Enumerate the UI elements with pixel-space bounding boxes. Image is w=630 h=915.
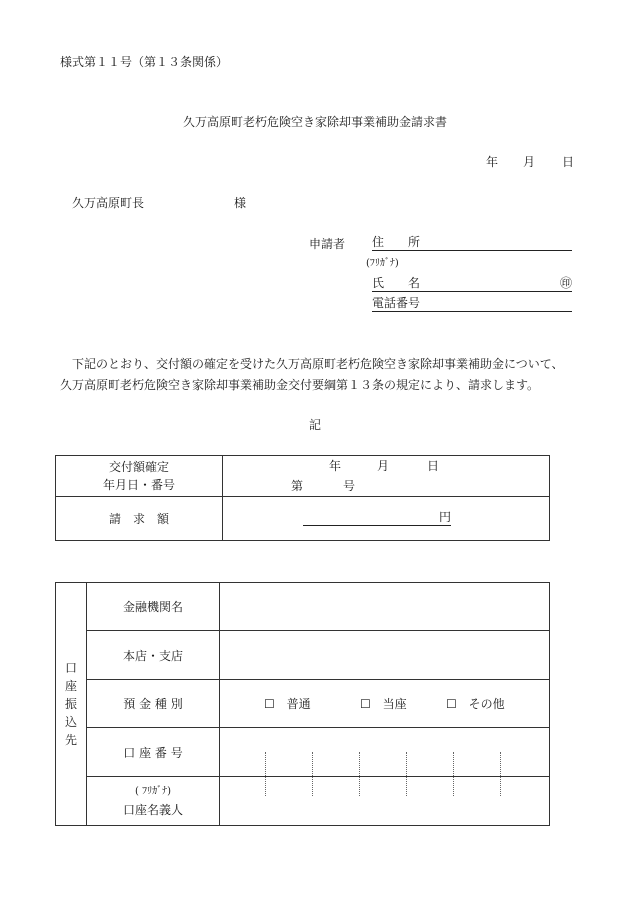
branch-label-cell bbox=[87, 631, 220, 680]
confirm-gou-label: 号 bbox=[343, 479, 356, 493]
option-ordinary-label: 普通 bbox=[286, 697, 311, 711]
date-day-label: 日 bbox=[562, 155, 575, 169]
phone-field[interactable] bbox=[372, 297, 572, 312]
seal-mark: ㊞ bbox=[559, 276, 572, 290]
applicant-name-label: 氏 名 bbox=[372, 276, 421, 290]
applicant-furigana-label: (ﾌﾘｶﾞﾅ) bbox=[366, 258, 399, 269]
account-digit-divider bbox=[265, 752, 266, 796]
grant-confirmation-table bbox=[55, 455, 550, 541]
account-digit-divider bbox=[312, 752, 313, 796]
side-char: 口 bbox=[64, 661, 77, 675]
option-ordinary[interactable] bbox=[264, 698, 311, 710]
account-number-label-cell bbox=[87, 728, 220, 777]
confirm-year-label: 年 bbox=[329, 459, 342, 473]
address-field[interactable] bbox=[372, 236, 572, 251]
account-holder-label: 口座名義人 bbox=[122, 803, 183, 817]
option-other-label: その他 bbox=[468, 697, 505, 711]
applicant-label: 申請者 bbox=[309, 237, 346, 251]
bank-name-label: 金融機関名 bbox=[122, 600, 183, 614]
yen-label: 円 bbox=[438, 510, 451, 524]
checkbox-icon[interactable]: ☐ bbox=[446, 697, 457, 711]
side-char: 座 bbox=[64, 679, 77, 693]
account-digit-divider bbox=[500, 752, 501, 796]
bank-name-field[interactable] bbox=[220, 583, 550, 631]
confirmation-label-line2: 年月日・番号 bbox=[102, 478, 175, 492]
body-line-1: 下記のとおり、交付額の確定を受けた久万高原町老朽危険空き家除却事業補助金について、 bbox=[60, 357, 564, 371]
confirm-day-label: 日 bbox=[427, 459, 440, 473]
addressee-name: 久万高原町長 bbox=[72, 196, 145, 210]
checkbox-icon[interactable]: ☐ bbox=[264, 697, 275, 711]
deposit-type-label-cell bbox=[87, 680, 220, 728]
side-char: 込 bbox=[64, 715, 77, 729]
addressee-honorific: 様 bbox=[234, 196, 247, 210]
account-digit-divider bbox=[359, 752, 360, 796]
bank-name-label-cell bbox=[87, 583, 220, 631]
side-char: 先 bbox=[64, 733, 77, 747]
confirm-month-label: 月 bbox=[377, 459, 390, 473]
applicant-name-field[interactable] bbox=[372, 277, 572, 292]
branch-label: 本店・支店 bbox=[122, 648, 183, 663]
form-number: 様式第１１号（第１３条関係） bbox=[60, 55, 229, 69]
branch-field[interactable] bbox=[220, 631, 550, 680]
option-current[interactable] bbox=[360, 698, 407, 710]
date-year-label: 年 bbox=[486, 155, 499, 169]
confirmation-label-cell bbox=[56, 456, 223, 497]
account-holder-furigana-label: ( ﾌﾘｶﾞﾅ) bbox=[135, 786, 171, 797]
option-current-label: 当座 bbox=[382, 697, 407, 711]
claim-amount-label-cell bbox=[56, 497, 223, 541]
document-title: 久万高原町老朽危険空き家除却事業補助金請求書 bbox=[182, 115, 447, 129]
confirmation-value-cell[interactable] bbox=[223, 456, 550, 497]
body-line-2: 久万高原町老朽危険空き家除却事業補助金交付要綱第１３条の規定により、請求します。 bbox=[60, 378, 540, 392]
bank-transfer-table bbox=[55, 582, 550, 826]
account-digit-divider bbox=[453, 752, 454, 796]
ki-heading: 記 bbox=[308, 418, 321, 432]
date-month-label: 月 bbox=[523, 155, 536, 169]
address-label: 住 所 bbox=[372, 235, 421, 249]
bank-transfer-side-label bbox=[56, 583, 87, 826]
claim-amount-label: 請 求 額 bbox=[108, 512, 169, 526]
deposit-type-options bbox=[220, 680, 550, 728]
claim-amount-value-cell[interactable] bbox=[223, 497, 550, 541]
side-char: 振 bbox=[64, 697, 77, 711]
option-other[interactable] bbox=[446, 698, 505, 710]
confirm-dai-label: 第 bbox=[291, 479, 304, 493]
phone-label: 電話番号 bbox=[372, 296, 421, 310]
claim-amount-field[interactable] bbox=[303, 511, 451, 526]
checkbox-icon[interactable]: ☐ bbox=[360, 697, 371, 711]
confirmation-label-line1: 交付額確定 bbox=[108, 460, 169, 474]
account-number-label: 口 座 番 号 bbox=[123, 745, 183, 760]
deposit-type-label: 預 金 種 別 bbox=[123, 697, 183, 711]
account-digit-divider bbox=[406, 752, 407, 796]
account-holder-label-cell bbox=[87, 777, 220, 826]
